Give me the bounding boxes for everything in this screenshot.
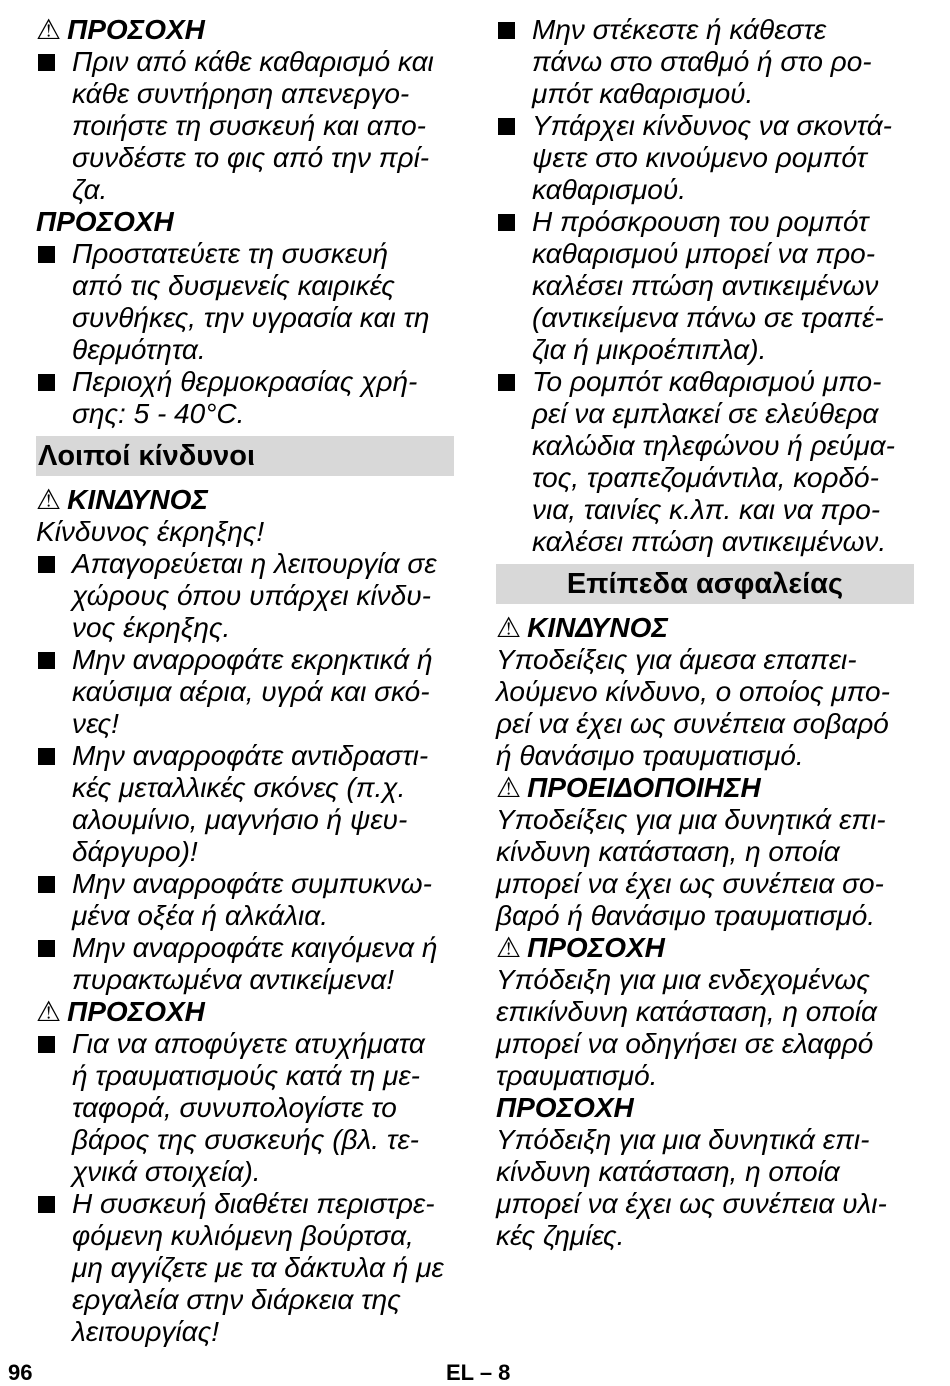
square-bullet-icon — [38, 54, 55, 71]
list-item: Μην αναρροφάτε εκρηκτικά ή καύσιμα αέρια, υγρά και σκό- νες! — [36, 644, 454, 740]
square-bullet-icon — [498, 374, 515, 391]
warning-triangle-icon: ⚠ — [36, 484, 62, 515]
section-heading: Λοιποί κίνδυνοι — [36, 436, 454, 476]
list-item: Το ρομπότ καθαρισμού μπο- ρεί να εμπλακεί σε ελεύθερα καλώδια τηλεφώνου ή ρεύμα- τος, τραπεζομάντιλα, κορδό- νια, ταινίες κ.λπ. και να προ- καλέσει πτώση αντικειμένων. — [496, 366, 914, 558]
warning-level-heading: ⚠ ΠΡΟΕΙΔΟΠΟΙΗΣΗ — [496, 772, 761, 803]
warning-triangle-icon: ⚠ — [36, 14, 62, 45]
list-item: Πριν από κάθε καθαρισμό και κάθε συντήρηση απενεργο- ποιήστε τη συσκευή και απο- συνδέστε το φις από την πρί- ζα. — [36, 46, 454, 206]
square-bullet-icon — [498, 118, 515, 135]
square-bullet-icon — [498, 214, 515, 231]
right-column: Μην στέκεστε ή κάθεστε πάνω στο σταθμό ή στο ρο- μπότ καθαρισμού. Υπάρχει κίνδυνος να σκοντά- ψετε στο κινούμενο ρομπότ καθαρισμού. Η πρόσκρουση του ρομπότ καθαρισμού μπορεί να προ- καλέσει πτώση αντικειμένων (αντικείμενα πάνω σε τραπέ- ζια ή μικροέπιπλα). Το ρομπότ καθαρισμού μπο- ρεί να εμπλακεί σε ελεύθερα καλώδια τηλεφώνου ή ρεύμα- τος, τραπεζομάντιλα, κορδό- νια, ταινίες κ.λπ. και να προ- καλέσει πτώση αντικειμένων. Επίπεδα ασφαλείας ⚠ ΚΙΝΔΥΝΟΣ Υποδείξεις για άμεσα επαπει- λούμενο κίνδυνο, ο οποίος μπο- ρεί να έχει ως συνέπεια σοβαρό ή θανάσιμο τραυματισμό. ⚠ ΠΡΟΕΙΔΟΠΟΙΗΣΗ Υποδείξεις για μια δυνητικά επι- κίνδυνη κατάσταση, η οποία μπορεί να έχει ως συνέπεια σο- βαρό ή θανάσιμο τραυματισμό. ⚠ ΠΡΟΣΟΧΗ Υπόδειξη για μια ενδεχομένως επικίνδυνη κατάσταση, η οποία μπορεί να οδηγήσει σε ελαφρό τραυματισμό. ΠΡΟΣΟΧΗ Υπόδειξη για μια δυνητικά επι- κίνδυνη κατάσταση, η οποία μπορεί να έχει ως συνέπεια υλι- κές ζημίες. — [496, 14, 914, 1252]
square-bullet-icon — [38, 556, 55, 573]
warning-triangle-icon: ⚠ — [496, 932, 522, 963]
list-item: Απαγορεύεται η λειτουργία σε χώρους όπου υπάρχει κίνδυ- νος έκρηξης. — [36, 548, 454, 644]
list-item: Μην αναρροφάτε αντιδραστι- κές μεταλλικές σκόνες (π.χ. αλουμίνιο, μαγνήσιο ή ψευ- δάργυρο)! — [36, 740, 454, 868]
square-bullet-icon — [38, 246, 55, 263]
caution-heading: ⚠ ΠΡΟΣΟΧΗ — [36, 14, 205, 45]
section-heading: Επίπεδα ασφαλείας — [496, 564, 914, 604]
left-column — [36, 14, 454, 1348]
list-item: Η πρόσκρουση του ρομπότ καθαρισμού μπορεί να προ- καλέσει πτώση αντικειμένων (αντικείμενα πάνω σε τραπέ- ζια ή μικροέπιπλα). — [496, 206, 914, 366]
square-bullet-icon — [38, 940, 55, 957]
list-item: Προστατεύετε τη συσκευή από τις δυσμενείς καιρικές συνθήκες, την υγρασία και τη θερμότητα. — [36, 238, 454, 366]
list-item: Υπάρχει κίνδυνος να σκοντά- ψετε στο κινούμενο ρομπότ καθαρισμού. — [496, 110, 914, 206]
square-bullet-icon — [38, 374, 55, 391]
square-bullet-icon — [38, 652, 55, 669]
caution-level-heading: ⚠ ΠΡΟΣΟΧΗ — [496, 932, 665, 963]
list-item: Η συσκευή διαθέτει περιστρε- φόμενη κυλιόμενη βούρτσα, μη αγγίζετε με τα δάκτυλα ή με εργαλεία στην διάρκεια της λειτουργίας! — [36, 1188, 454, 1348]
caution-heading: ⚠ ΠΡΟΣΟΧΗ — [36, 996, 205, 1027]
page-code: EL – 8 — [446, 1360, 511, 1385]
list-item: Μην αναρροφάτε καιγόμενα ή πυρακτωμένα αντικείμενα! — [36, 932, 454, 996]
warning-triangle-icon: ⚠ — [496, 612, 522, 643]
square-bullet-icon — [38, 1036, 55, 1053]
note-level-heading: ΠΡΟΣΟΧΗ — [496, 1092, 634, 1123]
square-bullet-icon — [498, 22, 515, 39]
warning-triangle-icon: ⚠ — [496, 772, 522, 803]
page-number: 96 — [8, 1360, 33, 1385]
list-item: Περιοχή θερμοκρασίας χρή- σης: 5 - 40°C. — [36, 366, 454, 430]
list-item: Μην στέκεστε ή κάθεστε πάνω στο σταθμό ή στο ρο- μπότ καθαρισμού. — [496, 14, 914, 110]
warning-triangle-icon: ⚠ — [36, 996, 62, 1027]
list-item: Μην αναρροφάτε συμπυκνω- μένα οξέα ή αλκάλια. — [36, 868, 454, 932]
list-item: Για να αποφύγετε ατυχήματα ή τραυματισμούς κατά τη με- ταφορά, συνυπολογίστε το βάρος της συσκευής (βλ. τε- χνικά στοιχεία). — [36, 1028, 454, 1188]
square-bullet-icon — [38, 1196, 55, 1213]
danger-text: Κίνδυνος έκρηξης! — [36, 516, 265, 547]
square-bullet-icon — [38, 748, 55, 765]
caution-heading: ΠΡΟΣΟΧΗ — [36, 206, 174, 237]
square-bullet-icon — [38, 876, 55, 893]
danger-heading: ⚠ ΚΙΝΔΥΝΟΣ — [36, 484, 208, 515]
danger-level-heading: ⚠ ΚΙΝΔΥΝΟΣ — [496, 612, 668, 643]
